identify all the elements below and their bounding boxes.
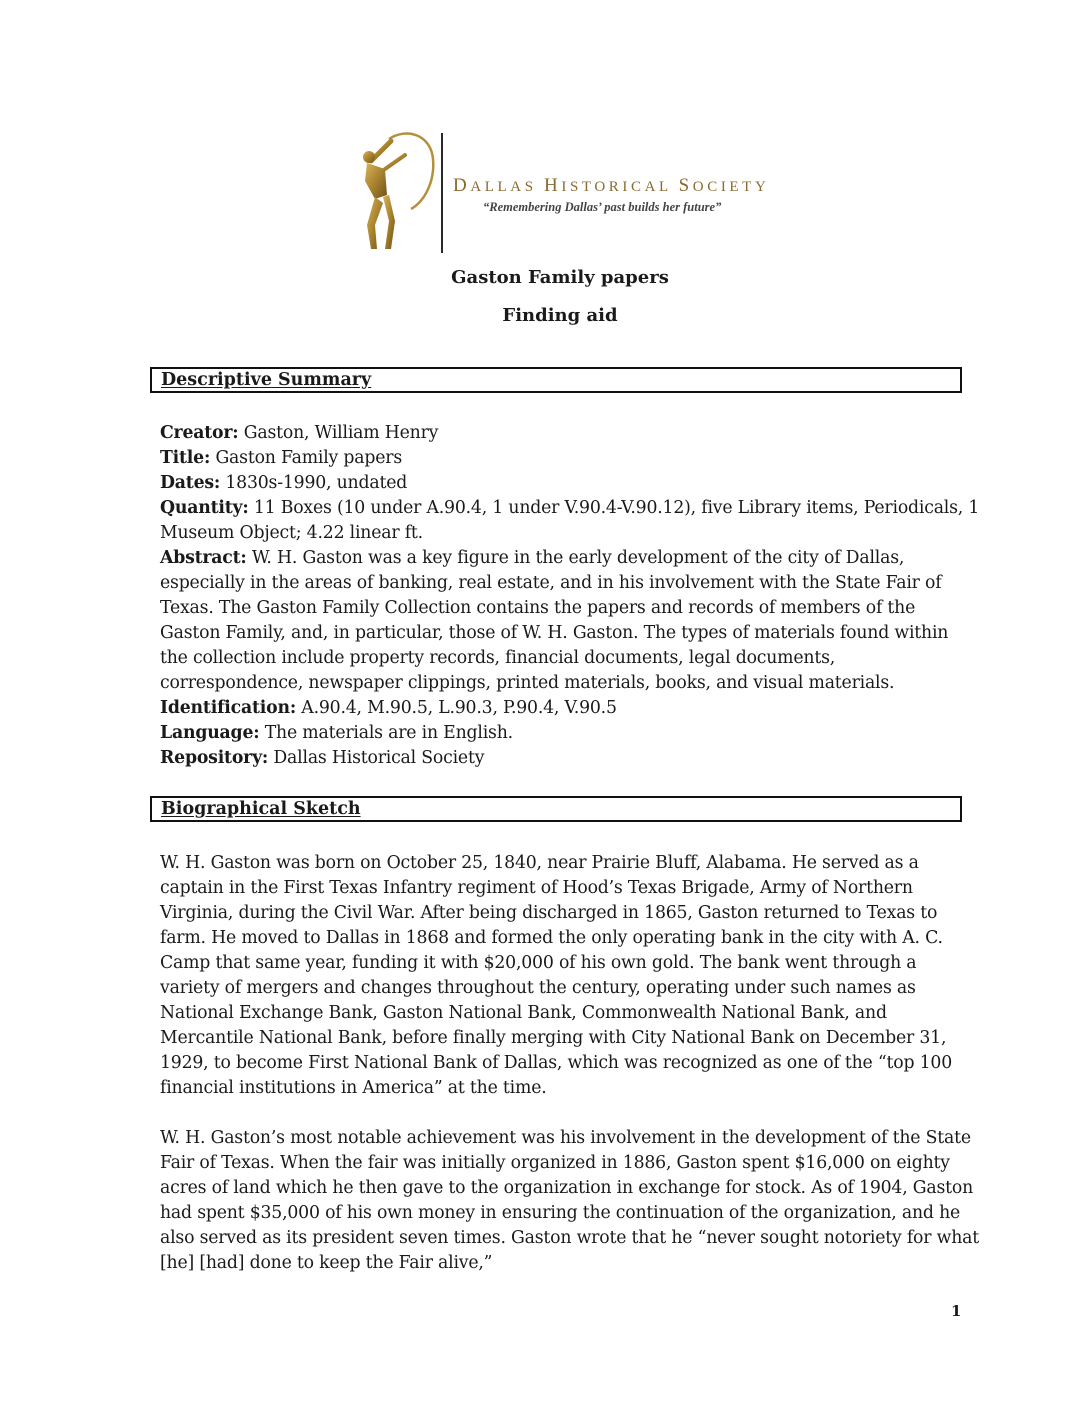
section-heading-descriptive-summary [150, 367, 962, 393]
biography-paragraph: W. H. Gaston’s most notable achievement was his involvement in the development of the State Fair of Texas. When the fair was initially organized in 1886, Gaston spent $16,000 on eighty acres of land which he then gave to the organization in exchange for stock. As of 1904, Gaston had spent $35,000 of his own money in ensuring the continuation of the organization, and he also served as its president seven times. Gaston wrote that he “never sought notoriety for what [he] [had] done to keep the Fair alive,” [160, 1128, 979, 1273]
document-title: Gaston Family papers [451, 267, 669, 288]
field-language: Language: The materials are in English. [160, 723, 513, 743]
section-heading-biographical-sketch [150, 796, 962, 822]
page-number: 1 [951, 1302, 962, 1320]
organization-motto: “Remembering Dallas’ past builds her future” [483, 200, 722, 214]
logo-divider [441, 133, 443, 253]
organization-name: DALLAS HISTORICAL SOCIETY [453, 175, 770, 196]
descriptive-summary-fields [160, 421, 980, 771]
field-dates: Dates: 1830s-1990, undated [160, 473, 408, 493]
archer-statue-icon [345, 125, 440, 255]
field-abstract: Abstract: W. H. Gaston was a key figure in the early development of the city of Dallas, especially in the areas of banking, real estate, and in his involvement with the State Fair of Texas. The Gaston Family Collection contains the papers and records of members of the Gaston Family, and, in particular, those of W. H. Gaston. The types of materials found within the collection include property records, financial documents, legal documents, correspondence, newspaper clippings, printed materials, books, and visual materials. [160, 548, 949, 693]
biography-paragraph: W. H. Gaston was born on October 25, 1840, near Prairie Bluff, Alabama. He served as a captain in the First Texas Infantry regiment of Hood’s Texas Brigade, Army of Northern Virginia, during the Civil War. After being discharged in 1865, Gaston returned to Texas to farm. He moved to Dallas in 1868 and formed the only operating bank in the city with A. C. Camp that same year, funding it with $20,000 of his own gold. The bank went through a variety of mergers and changes throughout the century, operating under such names as National Exchange Bank, Gaston National Bank, Commonwealth National Bank, and Mercantile National Bank, before finally merging with City National Bank on December 31, 1929, to become First National Bank of Dallas, which was recognized as one of the “top 100 financial institutions in America” at the time. [160, 853, 952, 1098]
field-title: Title: Gaston Family papers [160, 448, 402, 468]
field-repository: Repository: Dallas Historical Society [160, 748, 485, 768]
document-subtitle: Finding aid [502, 305, 618, 326]
field-quantity: Quantity: 11 Boxes (10 under A.90.4, 1 under V.90.4-V.90.12), five Library items, Periodicals, 1 Museum Object; 4.22 linear ft. [160, 498, 980, 543]
field-creator: Creator: Gaston, William Henry [160, 423, 439, 443]
section-heading-label: Biographical Sketch [161, 799, 361, 819]
field-identification: Identification: A.90.4, M.90.5, L.90.3, P.90.4, V.90.5 [160, 698, 617, 718]
section-heading-label: Descriptive Summary [161, 370, 372, 390]
dallas-historical-society-logo [335, 125, 795, 255]
